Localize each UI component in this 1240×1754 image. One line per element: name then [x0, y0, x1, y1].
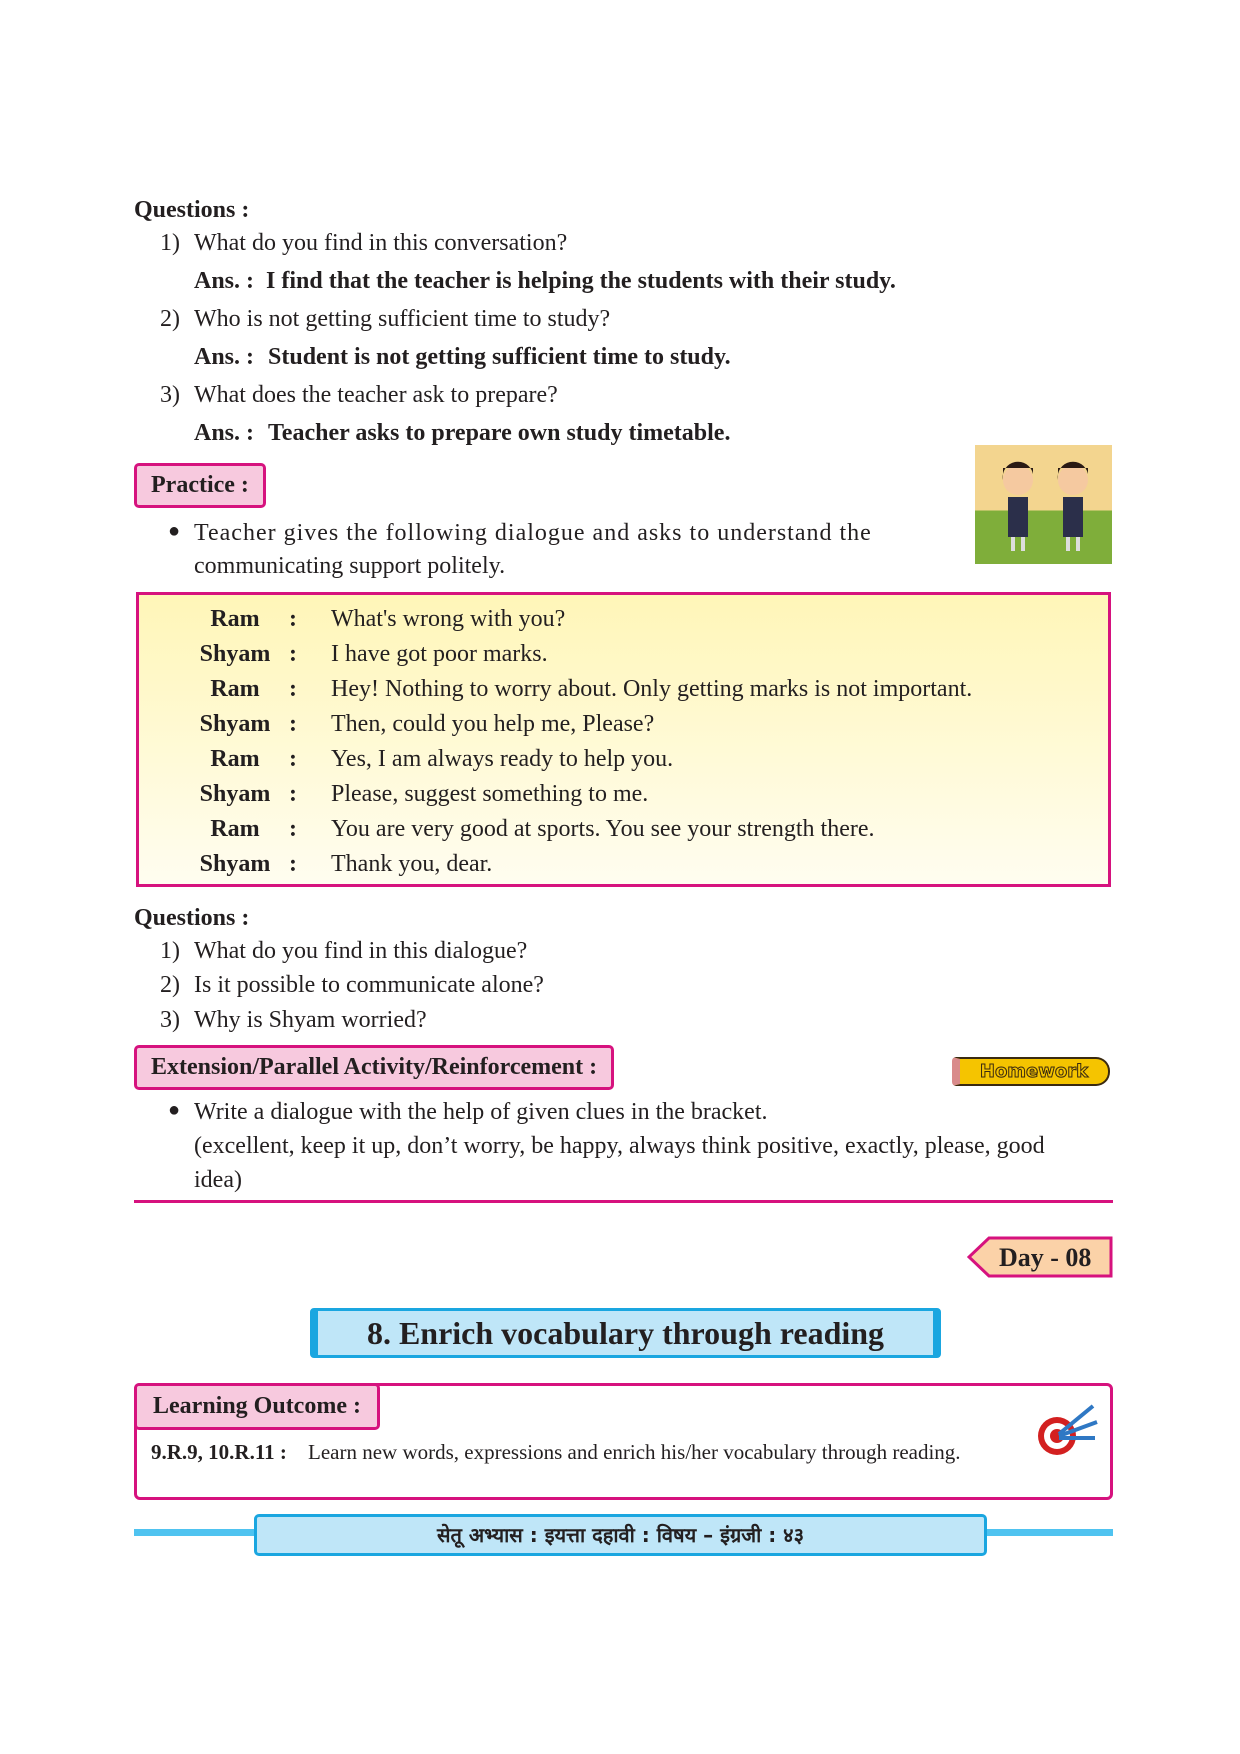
line-text: What's wrong with you? [331, 606, 566, 632]
chapter-title: 8. Enrich vocabulary through reading [310, 1308, 941, 1358]
line-text: You are very good at sports. You see your strength there. [331, 816, 875, 842]
bullet-icon: ● [168, 520, 181, 542]
colon: : [289, 711, 297, 737]
q-num: 2) [160, 306, 180, 332]
students-illustration [975, 445, 1112, 564]
q-num: 1) [160, 938, 180, 964]
speaker: Shyam [199, 781, 271, 807]
question: Who is not getting sufficient time to study? [194, 306, 611, 332]
question: Is it possible to communicate alone? [194, 972, 544, 998]
outcome-code: 9.R.9, 10.R.11 : [151, 1440, 287, 1464]
clues-cont: idea) [194, 1167, 242, 1193]
colon: : [289, 641, 297, 667]
extension-label: Extension/Parallel Activity/Reinforcement : [134, 1045, 614, 1090]
line-text: Then, could you help me, Please? [331, 711, 655, 737]
line-text: I have got poor marks. [331, 641, 548, 667]
line-text: Thank you, dear. [331, 851, 493, 877]
speaker: Shyam [199, 711, 271, 737]
colon: : [289, 746, 297, 772]
answer: I find that the teacher is helping the students with their study. [266, 268, 896, 294]
clues: (excellent, keep it up, don’t worry, be happy, always think positive, exactly, please, good [194, 1133, 1045, 1159]
line-text: Yes, I am always ready to help you. [331, 746, 674, 772]
colon: : [289, 781, 297, 807]
question: What does the teacher ask to prepare? [194, 382, 558, 408]
speaker: Shyam [199, 641, 271, 667]
target-icon [1035, 1398, 1105, 1463]
question: What do you find in this dialogue? [194, 938, 528, 964]
learning-outcome-label: Learning Outcome : [134, 1383, 380, 1430]
extension-instruction: Write a dialogue with the help of given clues in the bracket. [194, 1099, 768, 1125]
answer-label: Ans. : [194, 268, 255, 294]
q-num: 3) [160, 1007, 180, 1033]
divider [134, 1200, 1113, 1203]
bullet-icon: ● [168, 1099, 181, 1121]
speaker: Ram [210, 676, 260, 702]
answer-label: Ans. : [194, 420, 255, 446]
outcome-text: Learn new words, expressions and enrich his/her vocabulary through reading. [308, 1440, 961, 1464]
speaker: Ram [210, 746, 260, 772]
speaker: Shyam [199, 851, 271, 877]
practice-label: Practice : [134, 463, 266, 508]
speaker: Ram [210, 816, 260, 842]
line-text: Please, suggest something to me. [331, 781, 649, 807]
speaker: Ram [210, 606, 260, 632]
question: Why is Shyam worried? [194, 1007, 427, 1033]
homework-badge: Homework [952, 1057, 1110, 1086]
day-tag [967, 1236, 1113, 1278]
colon: : [289, 816, 297, 842]
questions-heading: Questions : [134, 197, 250, 223]
practice-instruction-cont: communicating support politely. [194, 553, 506, 579]
questions-heading: Questions : [134, 905, 250, 931]
colon: : [289, 851, 297, 877]
q-num: 2) [160, 972, 180, 998]
practice-instruction: Teacher gives the following dialogue and asks to understand the [194, 520, 872, 546]
page-footer: सेतू अभ्यास : इयत्ता दहावी : विषय – इंग्रजी : ४३ [254, 1514, 987, 1556]
q-num: 1) [160, 230, 180, 256]
line-text: Hey! Nothing to worry about. Only getting marks is not important. [331, 676, 973, 702]
question: What do you find in this conversation? [194, 230, 568, 256]
dialogue-box [136, 592, 1111, 887]
answer: Student is not getting sufficient time to study. [268, 344, 731, 370]
colon: : [289, 676, 297, 702]
answer: Teacher asks to prepare own study timetable. [268, 420, 731, 446]
answer-label: Ans. : [194, 344, 255, 370]
day-label: Day - 08 [999, 1243, 1092, 1272]
q-num: 3) [160, 382, 180, 408]
colon: : [289, 606, 297, 632]
